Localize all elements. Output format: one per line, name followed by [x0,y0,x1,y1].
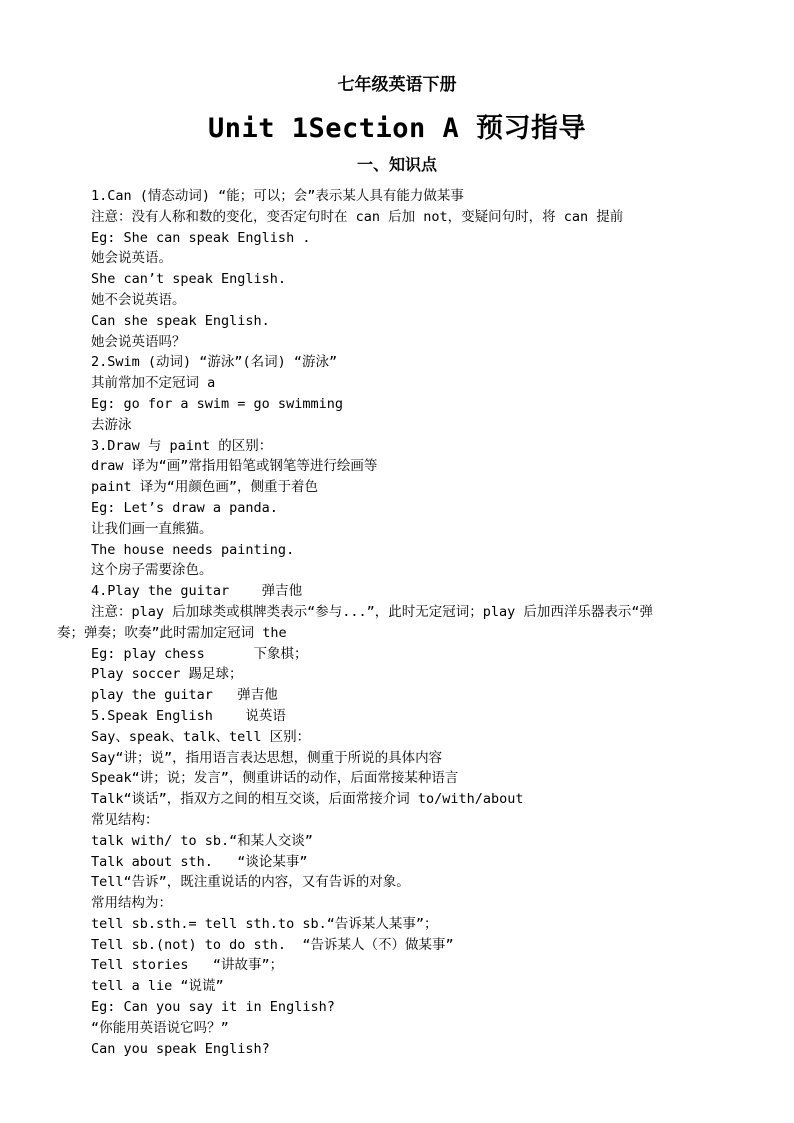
text-line: 她会说英语。 [91,250,172,267]
section-heading: 一、知识点 [356,155,437,174]
text-line: 1.Can (情态动词) “能；可以；会”表示某人具有能力做某事 [91,188,464,204]
text-line: Play soccer 踢足球； [91,666,243,683]
text-line: Can you speak English? [91,1040,270,1057]
text-line: Tell stories “讲故事”； [91,957,284,974]
text-line: 注意：play 后加球类或棋牌类表示“参与...”，此时无定冠词；play 后加西洋乐器表示“弹 [91,603,654,620]
text-line: talk with/ to sb.“和某人交谈” [91,832,313,849]
grade-title: 七年级英语下册 [337,75,457,95]
text-line: Eg: go for a swim = go swimming [91,395,343,412]
text-line: 3.Draw 与 paint 的区别： [91,437,273,454]
text-line: 5.Speak English 说英语 [91,707,286,724]
text-line: Say、speak、talk、tell 区别： [91,728,311,745]
text-line: Say“讲；说”，指用语言表达思想，侧重于所说的具体内容 [91,749,443,766]
text-line: 常见结构： [91,811,159,828]
text-line: play the guitar 弹吉他 [91,687,278,704]
text-line: The house needs painting. [91,541,295,558]
text-line: Talk about sth. “谈论某事” [91,853,308,870]
text-line: 这个房子需要涂色。 [91,562,213,579]
text-line: Tell“告诉”，既注重说话的内容，又有告诉的对象。 [91,874,410,891]
text-line: Tell sb.(not) to do sth. “告诉某人（不）做某事” [91,936,454,953]
text-line: Eg: Can you say it in English? [91,999,335,1016]
text-line: Eg: play chess 下象棋； [91,645,308,662]
text-line: Eg: She can speak English . [91,229,311,246]
text-line: She can’t speak English. [91,271,287,288]
text-line: 4.Play the guitar 弹吉他 [91,583,303,600]
text-line: Talk“谈话”，指双方之间的相互交谈，后面常接介词 to/with/about [91,791,524,808]
text-line: 让我们画一直熊猫。 [91,520,213,537]
text-line: Eg: Let’s draw a panda. [91,499,278,516]
text-line: tell a lie “说谎” [91,978,224,995]
text-line: 2.Swim (动词) “游泳”(名词) “游泳” [91,354,338,371]
text-line: Can she speak English. [91,312,270,329]
text-line: 其前常加不定冠词 a [91,375,216,392]
text-line: draw 译为“画”常指用铅笔或钢笔等进行绘画等 [91,458,378,475]
text-line-continuation: 奏；弹奏；吹奏”此时需加定冠词 the [57,624,287,641]
text-line: 注意：没有人称和数的变化，变否定句时在 can 后加 not，变疑问句时，将 can 提前 [91,208,624,225]
text-line: 常用结构为： [91,895,172,912]
text-line: tell sb.sth.= tell sth.to sb.“告诉某人某事”； [91,915,438,932]
text-line: 去游泳 [91,416,132,433]
knowledge-points-body [57,186,741,1059]
text-line: paint 译为“用颜色画”，侧重于着色 [91,479,319,496]
text-line: 她不会说英语。 [91,291,186,308]
unit-title: Unit 1Section A 预习指导 [207,113,587,144]
text-line: 她会说英语吗？ [91,333,186,350]
text-line: Speak“讲；说；发言”，侧重讲话的动作，后面常接某种语言 [91,770,459,787]
text-line: “你能用英语说它吗？” [91,1019,229,1036]
